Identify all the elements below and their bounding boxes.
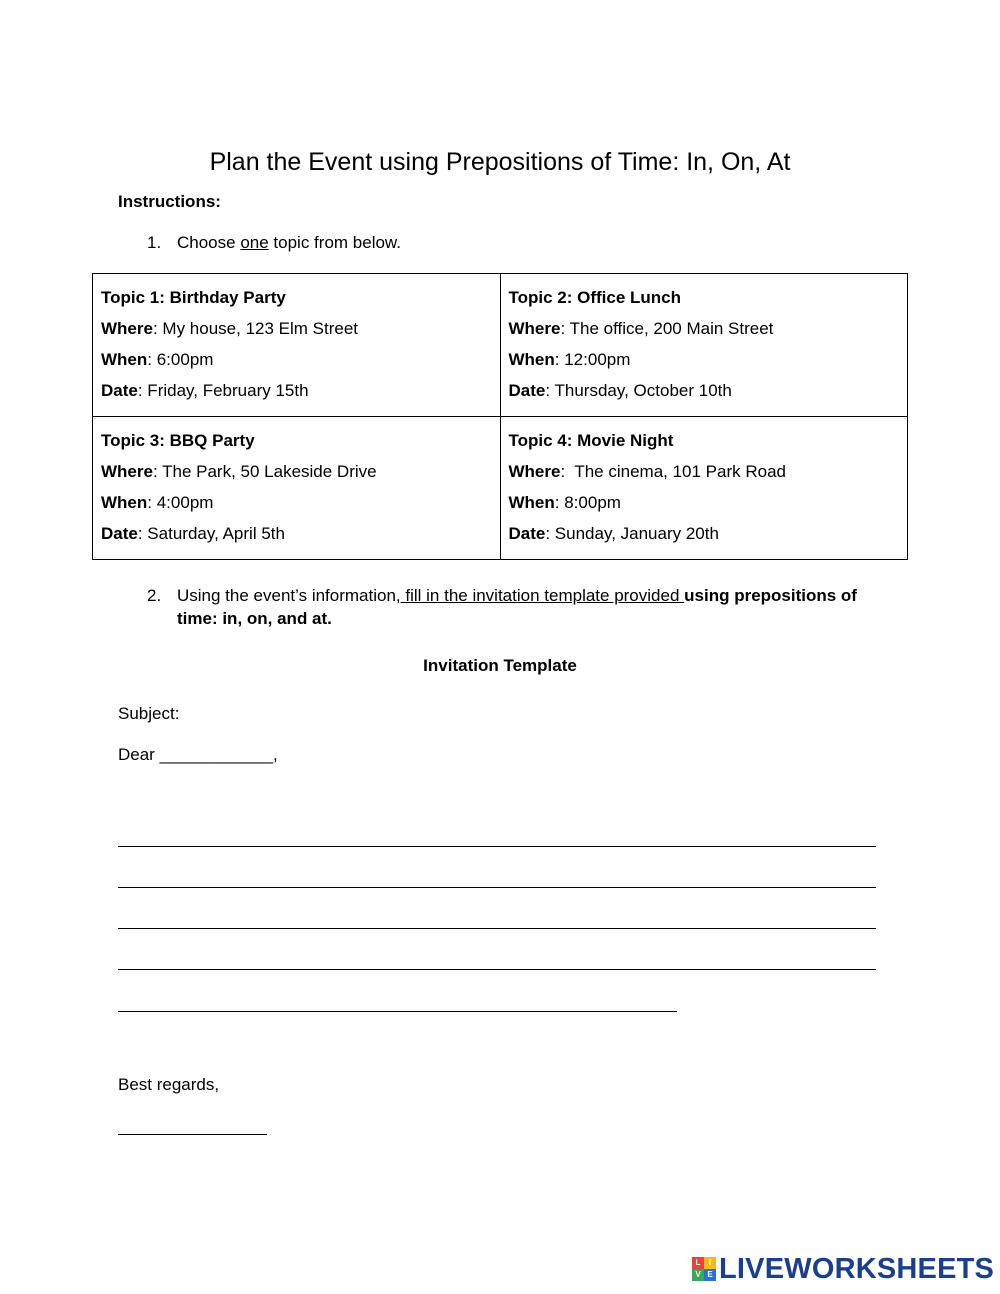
- liveworksheets-logo: [692, 1254, 994, 1284]
- where-value: : The office, 200 Main Street: [560, 319, 774, 338]
- writing-line-4[interactable]: [118, 969, 876, 970]
- writing-line-2[interactable]: [118, 887, 876, 888]
- where-label: Where: [508, 462, 561, 481]
- when-label: When: [508, 350, 555, 369]
- topic-cell-2: [500, 274, 908, 417]
- logo-text: LIVEWORKSHEETS: [719, 1252, 995, 1285]
- when-label: When: [508, 493, 555, 512]
- when-value: : 6:00pm: [147, 350, 214, 369]
- when-value: : 4:00pm: [147, 493, 214, 512]
- signature-line[interactable]: [118, 1134, 267, 1135]
- logo-mark-letter: I: [704, 1257, 716, 1269]
- logo-mark-letter: L: [692, 1257, 704, 1269]
- topic-heading: Topic 1: Birthday Party: [101, 288, 286, 307]
- step-2-underlined: fill in the invitation template provided: [400, 586, 685, 605]
- where-value: : The Park, 50 Lakeside Drive: [152, 462, 377, 481]
- when-label: When: [101, 493, 148, 512]
- date-value: : Sunday, January 20th: [545, 524, 719, 543]
- date-value: : Saturday, April 5th: [137, 524, 285, 543]
- writing-line-5[interactable]: [118, 1011, 677, 1012]
- when-label: When: [101, 350, 148, 369]
- logo-mark-icon: [692, 1257, 716, 1281]
- date-value: : Friday, February 15th: [137, 381, 309, 400]
- step-1-underlined: one: [240, 233, 269, 252]
- topics-table: [92, 273, 908, 560]
- topic-cell-3: [93, 417, 501, 560]
- page-title: Plan the Event using Prepositions of Time: In, On, At: [209, 148, 791, 176]
- when-value: : 8:00pm: [554, 493, 621, 512]
- when-value: : 12:00pm: [554, 350, 631, 369]
- where-label: Where: [101, 462, 153, 481]
- logo-mark-letter: E: [704, 1269, 716, 1281]
- topic-heading: Topic 4: Movie Night: [508, 431, 674, 450]
- step-1-text-after: topic from below.: [268, 233, 401, 252]
- instructions-label: Instructions:: [118, 192, 221, 211]
- dear-line[interactable]: Dear ____________,: [118, 745, 278, 764]
- template-heading: Invitation Template: [423, 656, 577, 675]
- step-1-number: 1.: [147, 233, 162, 252]
- topic-heading: Topic 2: Office Lunch: [508, 288, 682, 307]
- step-2-number: 2.: [147, 586, 162, 605]
- date-label: Date: [101, 381, 138, 400]
- where-label: Where: [508, 319, 561, 338]
- step-1: [147, 233, 401, 253]
- topic-heading: Topic 3: BBQ Party: [101, 431, 255, 450]
- logo-mark-letter: V: [692, 1269, 704, 1281]
- step-2-bold: using prepositions of time: in, on, and at.: [177, 586, 857, 628]
- where-value: : The cinema, 101 Park Road: [560, 462, 787, 481]
- closing-text: Best regards,: [118, 1075, 220, 1094]
- writing-line-3[interactable]: [118, 928, 876, 929]
- date-label: Date: [101, 524, 138, 543]
- date-label: Date: [508, 524, 546, 543]
- date-label: Date: [508, 381, 546, 400]
- step-1-text-before: Choose: [177, 233, 241, 252]
- where-label: Where: [101, 319, 153, 338]
- writing-line-1[interactable]: [118, 846, 876, 847]
- topic-cell-4: [500, 417, 908, 560]
- step-2: [147, 584, 887, 630]
- step-2-text-before: Using the event’s information,: [177, 586, 401, 605]
- topic-cell-1: [93, 274, 501, 417]
- date-value: : Thursday, October 10th: [545, 381, 732, 400]
- subject-label: Subject:: [118, 704, 180, 723]
- where-value: : My house, 123 Elm Street: [152, 319, 359, 338]
